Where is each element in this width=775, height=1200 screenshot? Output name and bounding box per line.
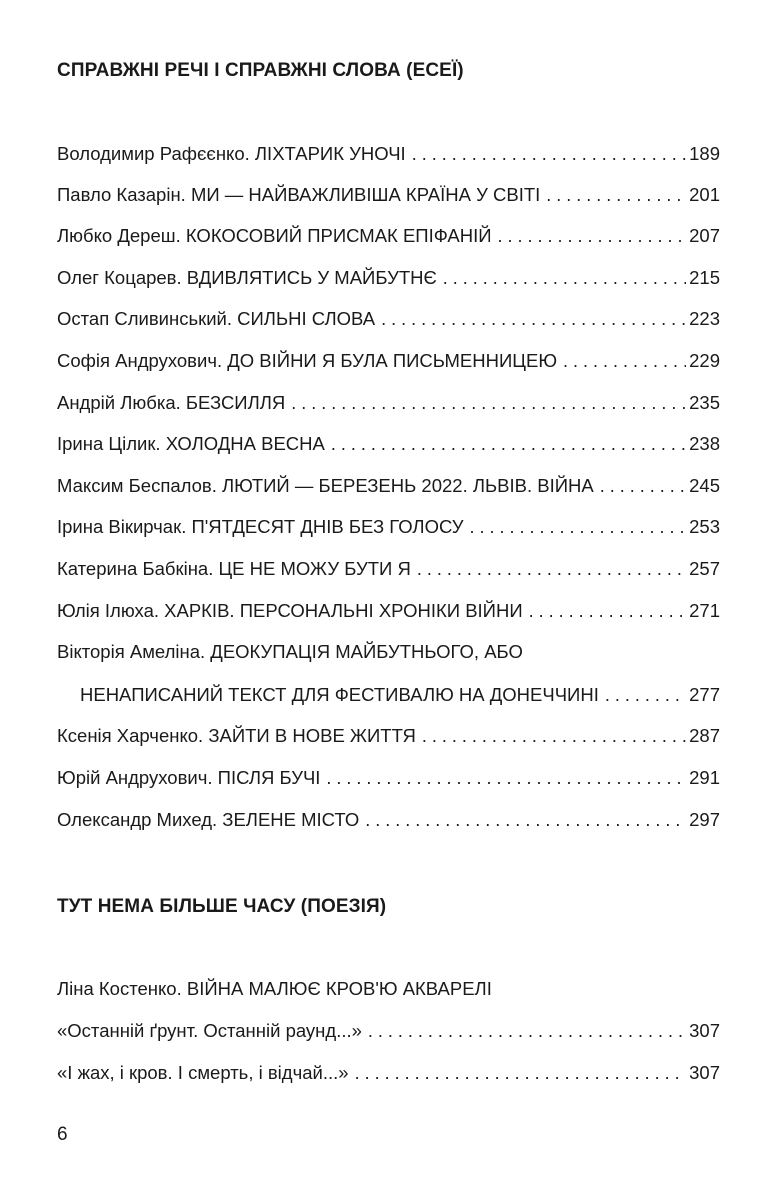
toc-entry-page: 189 — [689, 143, 720, 164]
section-title-poetry: ТУТ НЕМА БІЛЬШЕ ЧАСУ (ПОЕЗІЯ) — [57, 896, 387, 917]
toc-entry-title: Ксенія Харченко. ЗАЙТИ В НОВЕ ЖИТТЯ — [57, 725, 416, 746]
toc-entry-page: 271 — [689, 600, 720, 621]
toc-entry[interactable] — [57, 305, 720, 333]
dot-leader — [381, 305, 686, 333]
toc-entry-title: Ліна Костенко. ВІЙНА МАЛЮЄ КРОВ'Ю АКВАРЕЛІ — [57, 978, 492, 999]
toc-entry-page: 238 — [689, 433, 720, 454]
toc-entry-page: 207 — [689, 225, 720, 246]
toc-entry-title: Ірина Цілик. ХОЛОДНА ВЕСНА — [57, 433, 325, 454]
toc-entry[interactable] — [57, 140, 720, 168]
dot-leader — [331, 430, 686, 458]
toc-entry-title: Софія Андрухович. ДО ВІЙНИ Я БУЛА ПИСЬМЕННИЦЕЮ — [57, 350, 558, 371]
toc-entry-page: 215 — [689, 267, 720, 288]
toc-entry-title: «Останній ґрунт. Останній раунд...» — [57, 1020, 362, 1041]
toc-entry-page: 287 — [689, 725, 720, 746]
toc-entry[interactable] — [57, 1059, 720, 1087]
toc-entry-page: 245 — [689, 475, 720, 496]
toc-entry-title: Володимир Рафєєнко. ЛІХТАРИК УНОЧІ — [57, 143, 406, 164]
dot-leader — [412, 140, 686, 168]
toc-entry-page: 229 — [689, 350, 720, 371]
toc-entry-title: Юлія Ілюха. ХАРКІВ. ПЕРСОНАЛЬНІ ХРОНІКИ ВІЙНИ — [57, 600, 523, 621]
toc-entry[interactable] — [57, 181, 720, 209]
dot-leader — [417, 555, 686, 583]
dot-leader — [422, 722, 686, 750]
toc-entry[interactable] — [57, 806, 720, 834]
toc-entry-title: «І жах, і кров. І смерть, і відчай...» — [57, 1062, 349, 1083]
dot-leader — [546, 181, 686, 209]
toc-entry-page: 253 — [689, 516, 720, 537]
toc-entry[interactable] — [57, 347, 720, 375]
toc-entry-author[interactable] — [57, 975, 720, 1003]
dot-leader — [355, 1059, 687, 1087]
toc-entry[interactable] — [57, 722, 720, 750]
dot-leader — [291, 389, 686, 417]
toc-entry-page: 257 — [689, 558, 720, 579]
dot-leader — [365, 806, 686, 834]
dot-leader — [368, 1017, 686, 1045]
dot-leader — [443, 264, 686, 292]
toc-entry-page: 307 — [689, 1062, 720, 1083]
toc-entry[interactable] — [57, 264, 720, 292]
dot-leader — [469, 513, 686, 541]
toc-entry-title: Катерина Бабкіна. ЦЕ НЕ МОЖУ БУТИ Я — [57, 558, 411, 579]
toc-entry-title: Олег Коцарев. ВДИВЛЯТИСЬ У МАЙБУТНЄ — [57, 267, 437, 288]
toc-entry-title: Олександр Михед. ЗЕЛЕНЕ МІСТО — [57, 809, 360, 830]
toc-entry-title: Любко Дереш. КОКОСОВИЙ ПРИСМАК ЕПІФАНІЙ — [57, 225, 492, 246]
toc-entry[interactable] — [57, 430, 720, 458]
toc-entry-page: 291 — [689, 767, 720, 788]
dot-leader — [498, 222, 687, 250]
toc-entry-page: 277 — [689, 684, 720, 705]
toc-entry[interactable] — [57, 513, 720, 541]
page-number: 6 — [57, 1124, 68, 1145]
toc-entry[interactable] — [57, 1017, 720, 1045]
toc-entry-title: НЕНАПИСАНИЙ ТЕКСТ ДЛЯ ФЕСТИВАЛЮ НА ДОНЕЧЧИНІ — [80, 684, 599, 705]
toc-entry-title: Андрій Любка. БЕЗСИЛЛЯ — [57, 392, 286, 413]
toc-entry-title: Максим Беспалов. ЛЮТИЙ — БЕРЕЗЕНЬ 2022. ЛЬВІВ. ВІЙНА — [57, 475, 594, 496]
dot-leader — [605, 681, 686, 709]
toc-entry-page: 297 — [689, 809, 720, 830]
toc-entry[interactable] — [57, 472, 720, 500]
toc-entry-title: Юрій Андрухович. ПІСЛЯ БУЧІ — [57, 767, 321, 788]
toc-entry[interactable] — [57, 764, 720, 792]
toc-entry-title: Ірина Вікирчак. П'ЯТДЕСЯТ ДНІВ БЕЗ ГОЛОСУ — [57, 516, 464, 537]
toc-entry-page: 201 — [689, 184, 720, 205]
toc-entry-page: 223 — [689, 308, 720, 329]
toc-entry-title: Вікторія Амеліна. ДЕОКУПАЦІЯ МАЙБУТНЬОГО, АБО — [57, 641, 523, 662]
dot-leader — [529, 597, 686, 625]
dot-leader — [563, 347, 686, 375]
toc-entry-page: 307 — [689, 1020, 720, 1041]
toc-entry[interactable] — [57, 555, 720, 583]
dot-leader — [600, 472, 686, 500]
toc-entry-page: 235 — [689, 392, 720, 413]
section-title-essays: СПРАВЖНІ РЕЧІ І СПРАВЖНІ СЛОВА (ЕСЕЇ) — [57, 60, 464, 81]
toc-entry[interactable] — [57, 597, 720, 625]
toc-entry-first-line[interactable] — [57, 638, 720, 666]
dot-leader — [326, 764, 686, 792]
toc-entry[interactable] — [57, 389, 720, 417]
toc-entry[interactable] — [57, 222, 720, 250]
toc-entry-title: Павло Казарін. МИ — НАЙВАЖЛИВІША КРАЇНА У СВІТІ — [57, 184, 541, 205]
toc-entry-title: Остап Сливинський. СИЛЬНІ СЛОВА — [57, 308, 376, 329]
toc-entry-continuation[interactable] — [80, 681, 720, 709]
